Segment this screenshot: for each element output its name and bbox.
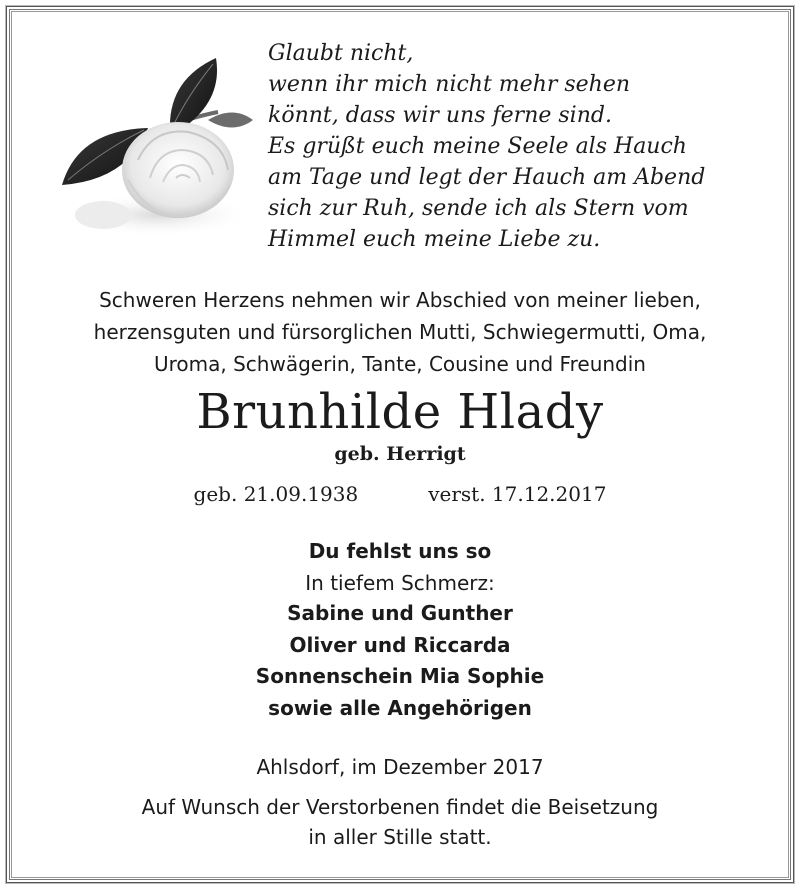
motto: Du fehlst uns so	[308, 539, 492, 563]
birth-date: geb. 21.09.1938	[193, 482, 359, 506]
deceased-name: Brunhilde Hlady	[196, 384, 604, 440]
intro-line: Uroma, Schwägerin, Tante, Cousine und Freundin	[154, 352, 646, 376]
life-dates	[0, 479, 800, 509]
note-line: Auf Wunsch der Verstorbenen findet die Beisetzung	[141, 795, 659, 819]
intro-line: Schweren Herzens nehmen wir Abschied von meiner lieben,	[99, 288, 701, 312]
place-date: Ahlsdorf, im Dezember 2017	[256, 755, 544, 779]
poem-line: Es grüßt euch meine Seele als Hauch	[268, 134, 687, 159]
mourners-list	[0, 598, 800, 724]
funeral-note	[0, 792, 800, 852]
header-section	[0, 0, 800, 260]
poem-line: könnt, dass wir uns ferne sind.	[268, 103, 612, 128]
poem-line: am Tage und legt der Hauch am Abend	[268, 165, 706, 190]
poem-line: Himmel euch meine Liebe zu.	[268, 227, 601, 252]
mourner-line: sowie alle Angehörigen	[268, 695, 532, 720]
intro-line: herzensguten und fürsorglichen Mutti, Schwiegermutti, Oma,	[93, 320, 707, 344]
rose-icon	[58, 50, 258, 240]
mourner-line: Sonnenschein Mia Sophie	[255, 664, 545, 688]
poem-line: Glaubt nicht,	[268, 41, 414, 66]
death-date: verst. 17.12.2017	[428, 482, 607, 506]
intro-text	[0, 284, 800, 380]
mourner-line: Sabine und Gunther	[287, 601, 513, 625]
poem-line: wenn ihr mich nicht mehr sehen	[268, 72, 631, 97]
poem-line: sich zur Ruh, sende ich als Stern vom	[268, 196, 689, 221]
maiden-name: geb. Herrigt	[334, 443, 466, 465]
note-line: in aller Stille statt.	[308, 825, 492, 849]
mourner-line: Oliver und Riccarda	[289, 632, 511, 657]
poem	[268, 38, 768, 255]
grief-line: In tiefem Schmerz:	[305, 571, 495, 595]
